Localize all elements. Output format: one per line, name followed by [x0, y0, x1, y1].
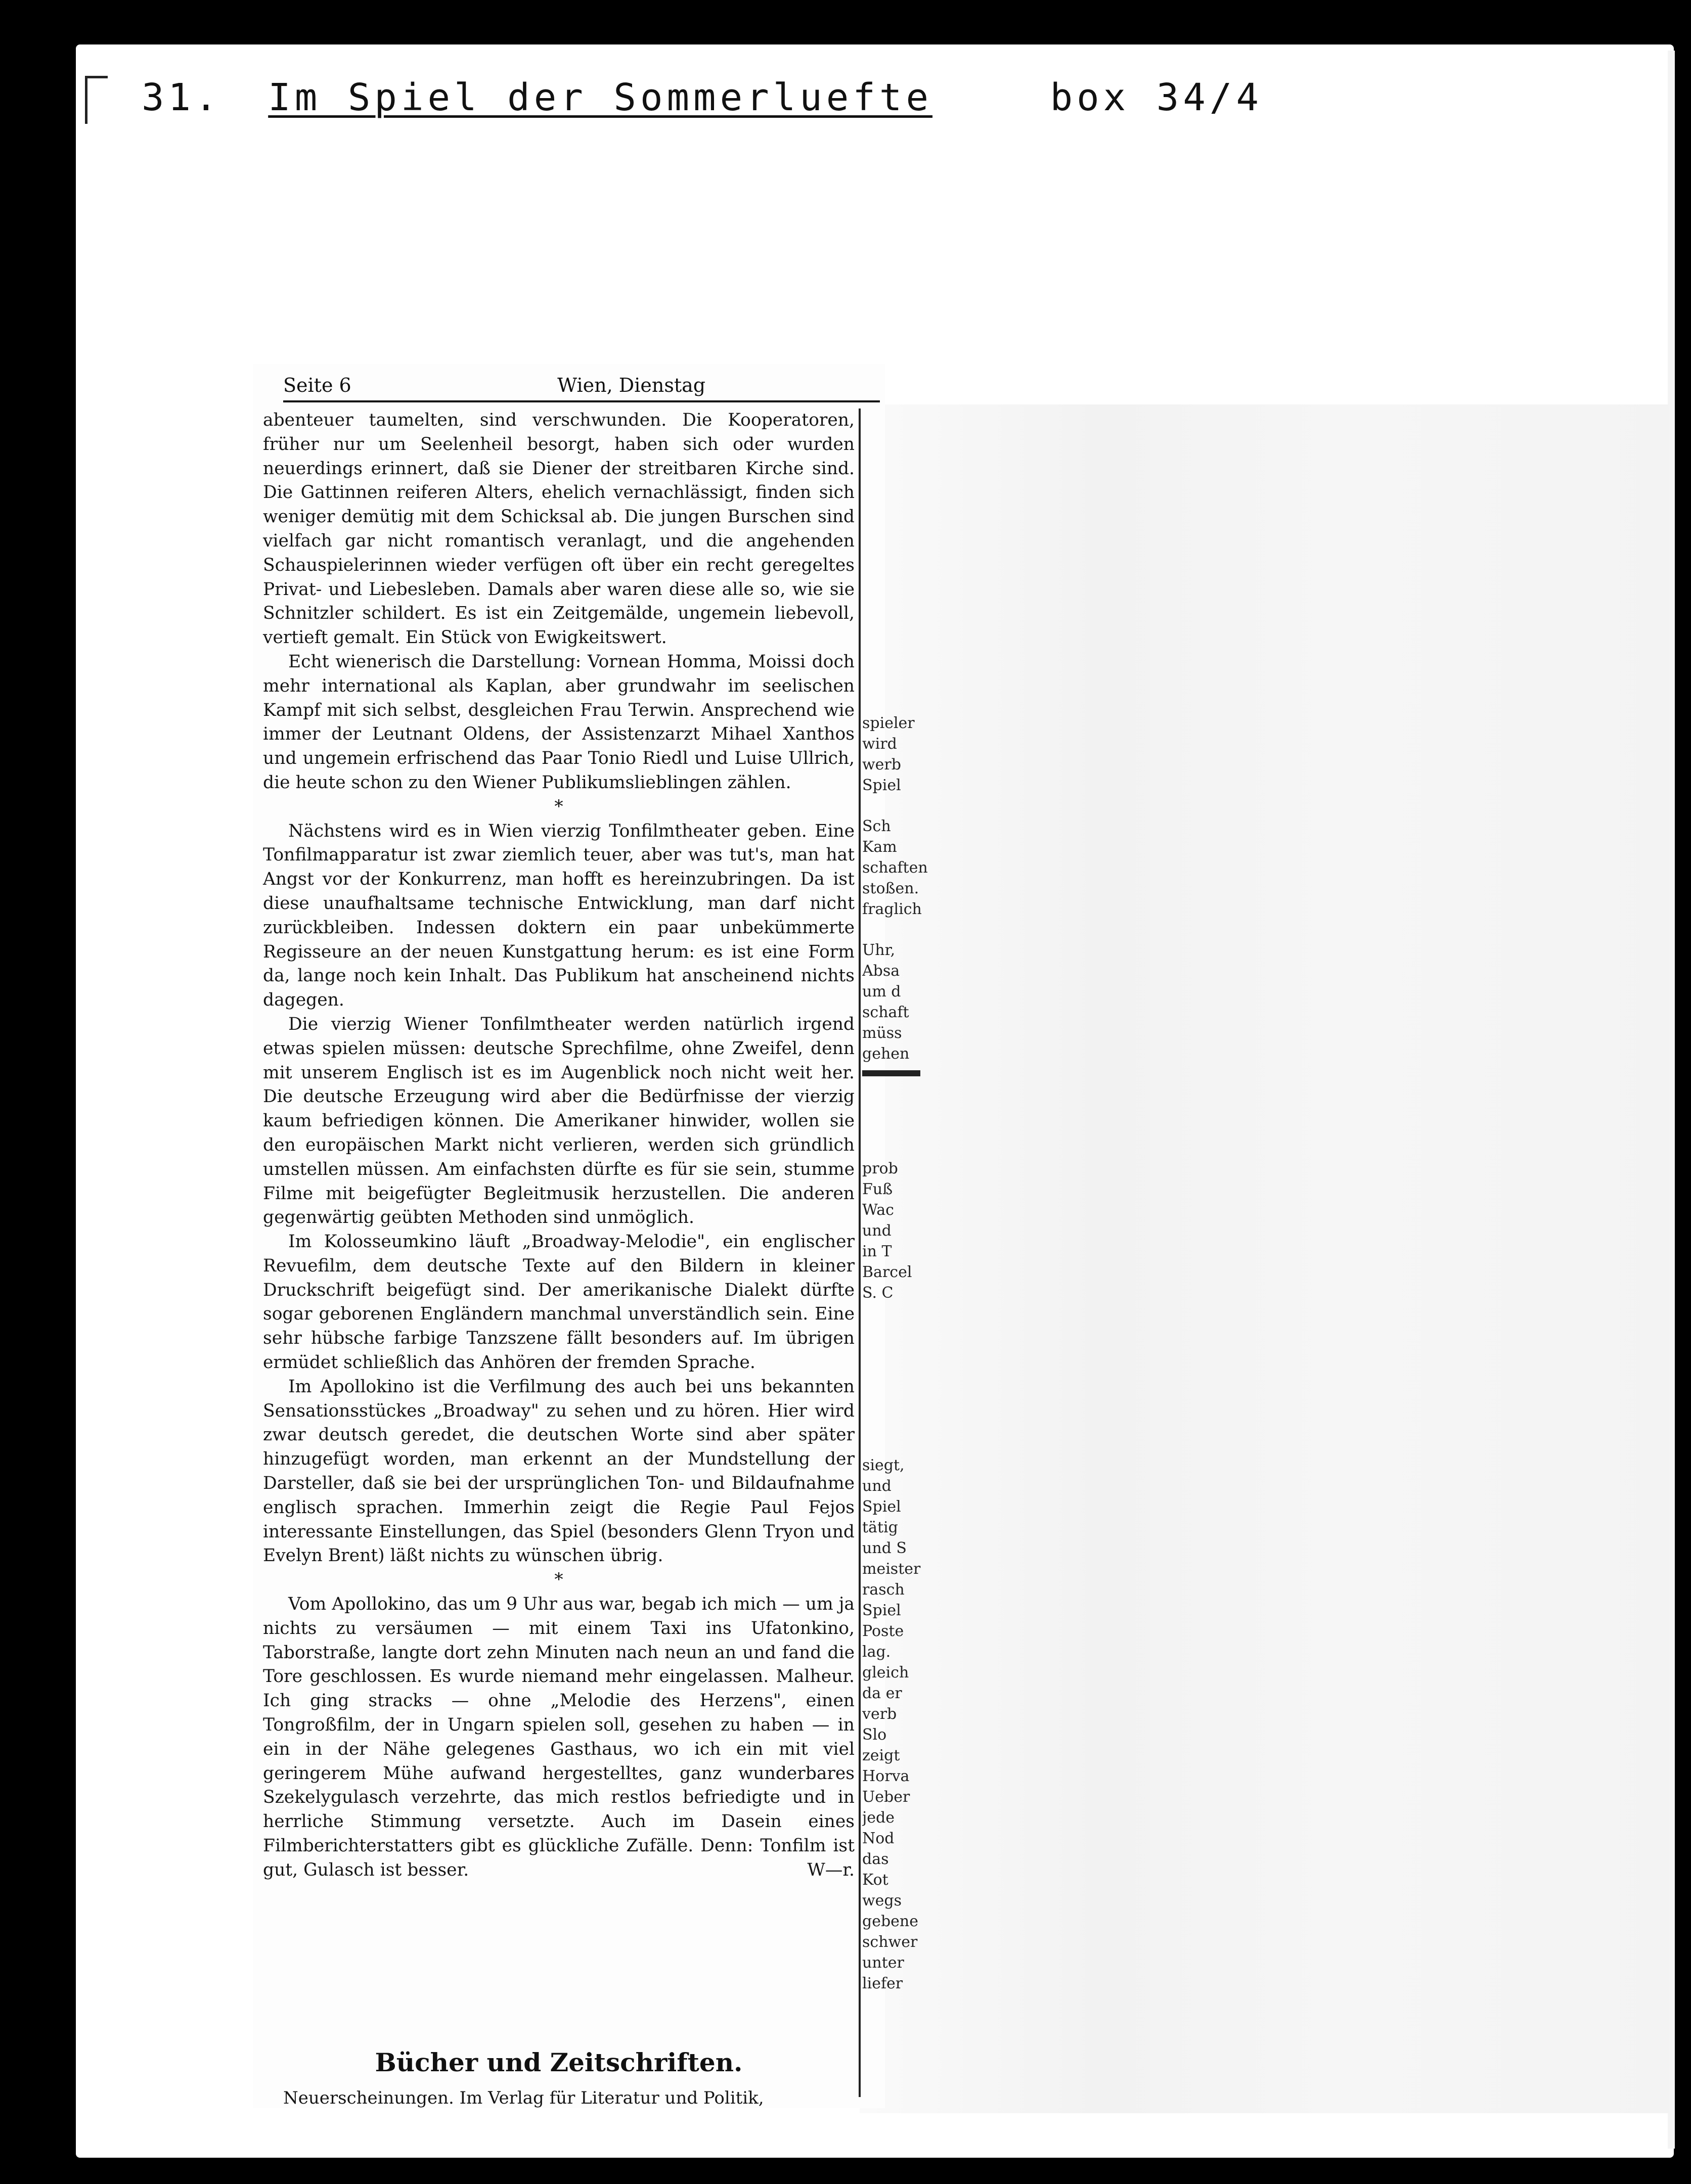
fragment: Kot: [862, 1871, 888, 1889]
archive-header: [142, 76, 1263, 119]
fragment: gehen: [862, 1045, 910, 1063]
paragraph-4: Die vierzig Wiener Tonfilmtheater werden natürlich irgend etwas spielen müssen: deutsche Sprechfilme, ohne Zweifel, denn mit unserem Englisch ist es im Augenblick noch nicht weit her. Die deutsche Erzeugung wird aber die Bedürfnisse der vierzig kaum befriedigen können. Die Amerikaner hinwider, wollen sie den europäischen Markt nicht verlieren, werden sich gründlich umstellen müssen. Am einfachsten dürfte es für sie sein, stumme Filme mit beigefügter Begleitmusik herzustellen. Die anderen gegenwärtig geübten Methoden sind unmöglich.: [263, 1014, 855, 1228]
fragment: spieler: [862, 714, 915, 732]
header-box: box 34/4: [1050, 76, 1263, 119]
fragment: Absa: [862, 962, 900, 980]
paragraph-1: abenteuer taumelten, sind verschwunden. Die Kooperatoren, früher nur um Seelenheil besorgt, haben sich oder wurden neuerdings erinnert, daß sie Diener der streitbaren Kirche sind. Die Gattinnen reiferen Alters, ehelich vernachlässigt, finden sich weniger demütig mit dem Schicksal ab. Die jungen Burschen sind vielfach gar nicht romantisch veranlagt, und die angehenden Schauspielerinnen wieder verfügen oft über ein recht geregeltes Privat- und Liebesleben. Damals aber waren diese alle so, wie sie Schnitzler schildert. Es ist ein Zeitgemälde, ungemein liebevoll, vertieft gemalt. Ein Stück von Ewigkeitswert.: [263, 410, 855, 648]
fragment: fraglich: [862, 900, 922, 918]
fragment-rule: [862, 1070, 920, 1076]
fragment: das: [862, 1850, 889, 1868]
adjacent-clipping-area: [860, 404, 1669, 2113]
fragment: Barcel: [862, 1263, 912, 1281]
fragment: Ueber: [862, 1788, 910, 1806]
fragment: Fuß: [862, 1180, 893, 1198]
paragraph-5: Im Kolosseumkino läuft „Broadway-Melodie", ein englischer Revuefilm, dem deutsche Texte auf den Bildern in kleiner Druckschrift beigefügt sind. Der amerikanische Dialekt dürfte sogar geborenen Engländern manchmal unverständlich sein. Eine sehr hübsche farbige Tanzszene fällt besonders auf. Im übrigen ermüdet schließlich das Anhören der fremden Sprache.: [263, 1232, 855, 1373]
fragment: gleich: [862, 1664, 909, 1681]
fragment: Wac: [862, 1201, 894, 1219]
fragment: Uhr,: [862, 941, 896, 959]
fragment: wird: [862, 735, 897, 753]
header-title: Im Spiel der Sommerluefte: [268, 76, 933, 119]
fragment: unter: [862, 1954, 904, 1972]
fragment: Nod: [862, 1830, 895, 1847]
fragment: Sch: [862, 817, 891, 835]
article-column: [263, 408, 855, 1883]
place-day: Wien, Dienstag: [557, 374, 706, 396]
fragment: meister: [862, 1560, 921, 1578]
fragment: tätig: [862, 1519, 898, 1536]
section-break-2: *: [554, 1570, 563, 1590]
fragment: müss: [862, 1024, 902, 1042]
fragment: und S: [862, 1539, 907, 1557]
section-break-1: *: [554, 796, 563, 817]
paragraph-2: Echt wienerisch die Darstellung: Vornean Homma, Moissi doch mehr international als Kaplan, aber grundwahr im seelischen Kampf mit sich selbst, desgleichen Frau Terwin. Ansprechend wie immer der Leutnant Oldens, der Assistenzarzt Mihael Xanthos und ungemein erfrischend das Paar Tonio Riedl und Luise Ullrich, die heute schon zu den Wiener Publikumslieblingen zählen.: [263, 651, 855, 793]
fragment: S. C: [862, 1284, 894, 1302]
header-number: 31.: [142, 76, 221, 119]
fragment: schaften: [862, 859, 928, 877]
page-number: Seite 6: [283, 374, 351, 396]
adjacent-column-fragments: [862, 713, 928, 1994]
fragment: prob: [862, 1160, 898, 1177]
paragraph-3: Nächstens wird es in Wien vierzig Tonfilmtheater geben. Eine Tonfilmapparatur ist zwar ziemlich teuer, aber was tut's, man hat Angst vor der Konkurrenz, man hofft es hereinzubringen. Da ist diese unaufhaltsame technische Entwicklung, man darf nicht zurückbleiben. Indessen doktern ein paar unbekümmerte Regisseure an der neuen Kunstgattung herum: es ist eine Form da, lange noch kein Inhalt. Das Publikum hat anscheinend nichts dagegen.: [263, 821, 855, 1011]
fragment: Spiel: [862, 777, 901, 794]
running-head: [283, 374, 880, 402]
fragment: Kam: [862, 838, 897, 856]
fragment: schaft: [862, 1004, 909, 1021]
signature: W—r.: [807, 1859, 855, 1880]
fragment: Slo: [862, 1726, 887, 1744]
fragment: lag.: [862, 1643, 891, 1661]
fragment: zeigt: [862, 1747, 900, 1764]
paragraph-7: Vom Apollokino, das um 9 Uhr aus war, begab ich mich — um ja nichts zu versäumen — mit einem Taxi ins Ufatonkino, Taborstraße, langte dort zehn Minuten nach neun an und fand die Tore geschlossen. Es wurde niemand mehr eingelassen. Malheur. Ich ging stracks — ohne „Melodie des Herzens", einen Tongroßfilm, der in Ungarn spielen soll, gesehen zu haben — in ein in der Nähe gelegenes Gasthaus, wo ich ein mit viel geringerem Mühe aufwand hergestelltes, ganz wunderbares Szekelygulasch verzehrte, das mich restlos befriedigte und in herrliche Stimmung versetzte. Auch im Dasein eines Filmberichterstatters gibt es glückliche Zufälle. Denn: Tonfilm ist gut, Gulasch ist besser.: [263, 1594, 855, 1880]
fragment: und: [862, 1477, 892, 1495]
fragment: Poste: [862, 1622, 904, 1640]
fragment: gebene: [862, 1913, 918, 1930]
column-rule: [859, 408, 861, 2097]
fragment: liefer: [862, 1975, 903, 1992]
fragment: stoßen.: [862, 880, 919, 897]
corner-mark: [85, 76, 108, 124]
fragment: Horva: [862, 1767, 910, 1785]
paragraph-6: Im Apollokino ist die Verfilmung des auch bei uns bekannten Sensationsstückes „Broadway" zu sehen und zu hören. Hier wird zwar deutsch geredet, die deutschen Worte sind aber später hinzugefügt worden, man erkennt an der Mundstellung der Darsteller, daß sie bei der ursprünglichen Ton- und Bildaufnahme englisch sprachen. Immerhin zeigt die Regie Paul Fejos interessante Einstellungen, das Spiel (besonders Glenn Tryon und Evelyn Brent) läßt nichts zu wünschen übrig.: [263, 1376, 855, 1566]
fragment: schwer: [862, 1933, 918, 1951]
fragment: verb: [862, 1705, 897, 1723]
fragment: jede: [862, 1809, 895, 1827]
fragment: um d: [862, 983, 901, 1000]
fragment: in T: [862, 1243, 892, 1260]
sheet-edge: [1668, 51, 1675, 2149]
fragment: siegt,: [862, 1457, 905, 1474]
section-title: Bücher und Zeitschriften.: [375, 2048, 743, 2077]
fragment: Spiel: [862, 1498, 901, 1516]
cut-off-line: Neuerscheinungen. Im Verlag für Literatur und Politik,: [283, 2088, 764, 2108]
fragment: rasch: [862, 1581, 905, 1599]
fragment: und: [862, 1222, 892, 1240]
fragment: werb: [862, 756, 901, 774]
fragment: da er: [862, 1685, 902, 1702]
fragment: wegs: [862, 1892, 902, 1909]
fragment: Spiel: [862, 1602, 901, 1619]
